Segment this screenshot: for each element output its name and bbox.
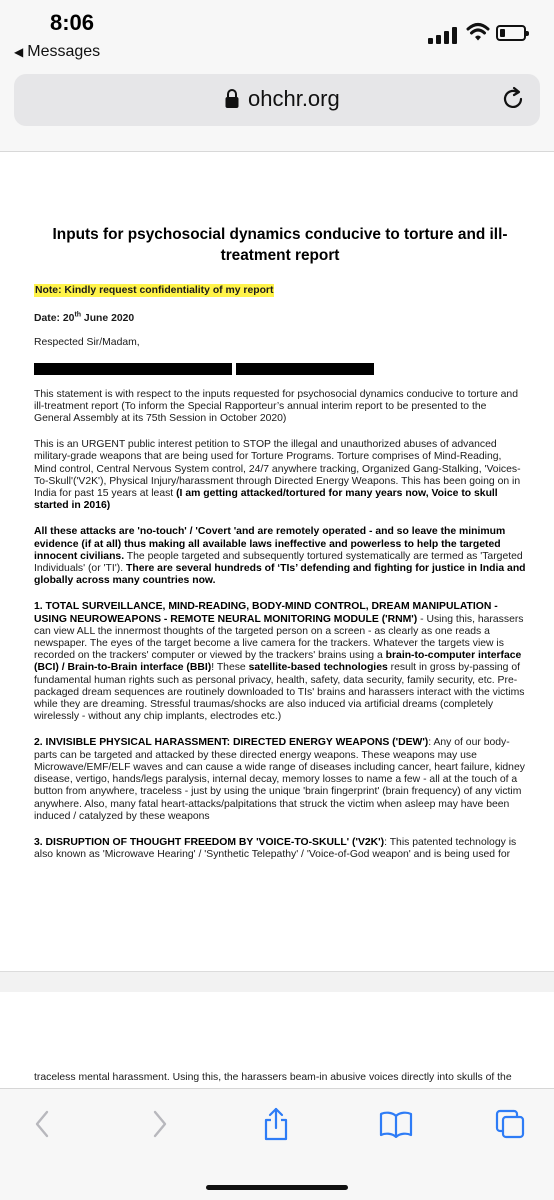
paragraph-intro: This statement is with respect to the inputs requested for psychosocial dynamics conducive to torture and ill-treatment report (To inform the Special Rapporteur’s annual interim report to be presented to the General Assembly at its 75th Session in October 2020) bbox=[34, 388, 518, 425]
reload-icon[interactable] bbox=[500, 86, 526, 112]
back-button[interactable] bbox=[20, 1107, 64, 1141]
wifi-icon bbox=[466, 21, 490, 43]
section-3-heading: 3. DISRUPTION OF THOUGHT FREEDOM BY 'VOICE-TO-SKULL' ('V2K') bbox=[34, 836, 385, 848]
browser-toolbar bbox=[0, 1088, 554, 1200]
share-button[interactable] bbox=[254, 1107, 298, 1141]
redaction-bar bbox=[236, 363, 374, 375]
greeting: Respected Sir/Madam, bbox=[34, 337, 140, 349]
section-3: 3. DISRUPTION OF THOUGHT FREEDOM BY 'VOICE-TO-SKULL' ('V2K'): This patented technology is also known as 'Microwave Hearing' / 'Synthetic Telepathy' / 'Voice-of-God weapon' and is being used for bbox=[34, 836, 517, 861]
status-time: 8:06 bbox=[50, 10, 95, 35]
status-bar bbox=[0, 0, 554, 72]
document-title: Inputs for psychosocial dynamics conducive to torture and ill-treatment report bbox=[52, 226, 508, 264]
redacted-line bbox=[34, 363, 526, 375]
lock-icon bbox=[224, 88, 240, 110]
share-icon bbox=[262, 1107, 290, 1141]
paragraph-attacks: All these attacks are 'no-touch' / 'Covert 'and are remotely operated - and so leave the minimum evidence (if at all) thus making all available laws ineffective and powerless to help the targeted innocent civilians. The people targeted and subsequently tortured systematically are termed as 'Targeted Individuals' (or 'TI'). There are several hundreds of ‘TIs’ defending and fighting for justice in India and globally across many countries now. bbox=[34, 526, 526, 587]
document-page-2 bbox=[0, 992, 554, 1092]
home-indicator[interactable] bbox=[206, 1185, 348, 1190]
tabs-icon bbox=[495, 1109, 525, 1139]
section-1: 1. TOTAL SURVEILLANCE, MIND-READING, BODY-MIND CONTROL, DREAM MANIPULATION - USING NEUROWEAPONS - REMOTE NEURAL MONITORING MODULE ('RNM') - Using this, harassers can view ALL the innermost thoughts of the targeted person on a screen - as clearly as one reads a newspaper. The eyes of the target become a live camera for the trackers. Whatever the targets view is recorded on the trackers' computer or viewed by the trackers' brains using a brain-to-computer interface (BCI) / Brain-to-Brain interface (BBI)! These satellite-based technologies result in gross by-passing of fundamental human rights such as personal privacy, health, safety, data security, family security, etc. Pre-packaged dream sequences are routinely downloaded to TIs' brains and harassers interact with the victims while they are dreaming. Stressful traumas/shocks are also induced via artificial dreams (completely wirelessly - without any chip implants, electrodes etc.) bbox=[34, 601, 525, 723]
confidentiality-note: Note: Kindly request confidentiality of my report bbox=[35, 285, 274, 296]
back-triangle-icon: ◀ bbox=[14, 45, 24, 59]
back-app-label: Messages bbox=[27, 43, 101, 60]
document-page bbox=[0, 152, 554, 972]
chevron-left-icon bbox=[34, 1110, 50, 1138]
chevron-right-icon bbox=[152, 1110, 168, 1138]
section-1-heading: 1. TOTAL SURVEILLANCE, MIND-READING, BODY-MIND CONTROL, DREAM MANIPULATION - USING NEUROWEAPONS - REMOTE NEURAL MONITORING MODULE ('RNM') bbox=[34, 601, 498, 625]
document-content bbox=[34, 224, 526, 861]
back-to-app-link[interactable] bbox=[14, 43, 100, 61]
battery-icon bbox=[496, 25, 526, 41]
address-bar[interactable] bbox=[14, 74, 540, 126]
tabs-button[interactable] bbox=[488, 1107, 532, 1141]
browser-address-area bbox=[0, 72, 554, 152]
document-date: Date: 20th June 2020 bbox=[34, 311, 135, 325]
redaction-bar bbox=[34, 363, 232, 375]
url-text: ohchr.org bbox=[248, 86, 340, 111]
book-icon bbox=[379, 1110, 413, 1138]
bookmarks-button[interactable] bbox=[374, 1107, 418, 1141]
page-2-text: traceless mental harassment. Using this, the harassers beam-in abusive voices directly into skulls of the bbox=[34, 1072, 512, 1083]
cellular-signal-icon bbox=[428, 26, 458, 44]
paragraph-petition: This is an URGENT public interest petition to STOP the illegal and unauthorized abuses of advanced military-grade weapons that are being used for Torture Programs. Torture comprises of Mind-Reading, Mind control, Central Nervous System control, 24/7 anywhere tracking, Organized Gang-Stalking, 'Voices-To-Skull'('V2K'), Physical Injury/harassment through Directed Energy Weapons. This has been going on in India for past 15 years at least (I am getting attacked/tortured for many years now, Voice to skull started in 2016) bbox=[34, 439, 521, 512]
forward-button[interactable] bbox=[138, 1107, 182, 1141]
section-2-heading: 2. INVISIBLE PHYSICAL HARASSMENT: DIRECTED ENERGY WEAPONS ('DEW') bbox=[34, 737, 429, 749]
section-2: 2. INVISIBLE PHYSICAL HARASSMENT: DIRECTED ENERGY WEAPONS ('DEW'): Any of our body-parts can be targeted and attacked by these directed energy weapons. These weapons may use Microwave/EMF/ELF waves and can cause a wide range of diseases including cancer, heart failure, kidney disease, vertigo, hands/legs paralysis, internal decay, memory losses to name a few - all at the touch of a button from anywhere, traceless - just by using the unique 'brain fingerprint' (brain frequency) of any victim anywhere. Also, many fatal heart-attacks/palpitations that struck the victim when asleep may have been induced / catalyzed by these weapons bbox=[34, 737, 525, 822]
